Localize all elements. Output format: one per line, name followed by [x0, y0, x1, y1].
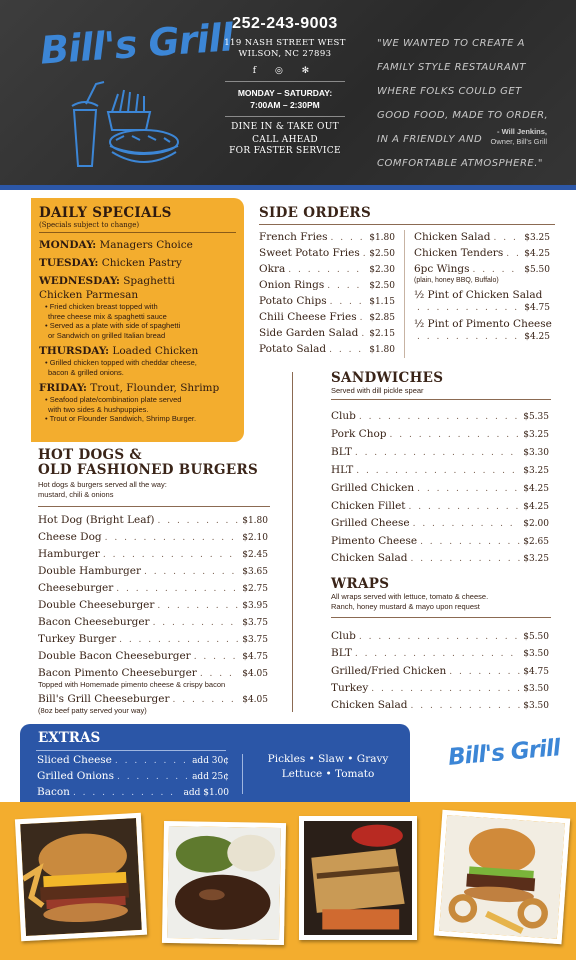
menu-item-price: . . . $4.75: [414, 303, 550, 313]
plate-photo-icon: [167, 826, 281, 940]
specials-note: (Specials subject to change): [39, 221, 140, 229]
menu-item: Sweet Potato Fries . . . $2.50: [259, 247, 395, 259]
menu-item: Cheese Dog . . . $2.10: [38, 531, 268, 543]
menu-item: Chili Cheese Fries . . . $2.85: [259, 311, 395, 323]
menu-item: HLT . . . $3.25: [331, 464, 549, 476]
photo-pork-chop-plate: [162, 821, 286, 945]
logo: Bill's Grill: [38, 15, 234, 73]
sandwiches-title: SANDWICHES: [331, 370, 444, 386]
wraps-title: WRAPS: [331, 576, 390, 592]
menu-item: Club . . . $5.35: [331, 410, 549, 422]
sandwiches-note: Served with dill pickle spear: [331, 386, 424, 395]
sandwich-photo-icon: [304, 821, 412, 935]
address: 119 NASH STREET WEST WILSON, NC 27893: [224, 38, 346, 59]
special-monday: MONDAY: Managers Choice: [39, 239, 193, 251]
divider: [225, 116, 345, 117]
special-wednesday-item: Chicken Parmesan: [39, 289, 139, 301]
specials-title: DAILY SPECIALS: [39, 205, 172, 221]
menu-item: Potato Salad . . . $1.80: [259, 343, 395, 355]
quote-author: - Will Jenkins, Owner, Bill's Grill: [490, 127, 547, 146]
menu-item: Hamburger . . . $2.45: [38, 548, 268, 560]
menu-item: Double Hamburger . . . $3.65: [38, 565, 268, 577]
menu-item: BLT . . . $3.30: [331, 446, 549, 458]
divider: [292, 372, 293, 712]
menu-item: Pork Chop . . . $3.25: [331, 428, 549, 440]
divider: [225, 81, 345, 82]
menu-item: 6pc Wings . . . $5.50: [414, 263, 550, 275]
divider: [242, 754, 243, 794]
item-note: (8oz beef patty served your way): [38, 706, 147, 715]
food-photo-strip: [0, 802, 576, 960]
daily-specials-panel: DAILY SPECIALS (Specials subject to change) MONDAY: Managers Choice TUESDAY: Chicken Pastry WEDNESDAY: Spaghetti Chicken Parmesan • Fried chicken breast topped with three cheese mix & spaghetti sauce • Served as a plate with side of spaghetti or Sandwich on grilled Italian bread THURSDAY: Loaded Chicken • Grilled chicken topped with cheddar cheese, bacon & grilled onions. FRIDAY: Trout, Flounder, Shrimp • Seafood plate/combination plate served with two sides & hushpuppies. • Trout or Flounder Sandwich, Shrimp Burger.: [31, 198, 244, 442]
menu-item: Chicken Salad . . . $3.50: [331, 699, 549, 711]
header-banner: [0, 0, 576, 185]
menu-item: Bacon Pimento Cheeseburger . . . $4.05: [38, 667, 268, 679]
photo-bacon-cheeseburger: [15, 813, 147, 941]
extra-item: Sliced Cheese . . . add 30¢: [37, 754, 229, 766]
menu-item: Hot Dog (Bright Leaf) . . . $1.80: [38, 514, 268, 526]
divider: [38, 506, 270, 507]
call-ahead-note: CALL AHEAD FOR FASTER SERVICE: [229, 135, 341, 156]
special-friday: FRIDAY: Trout, Flounder, Shrimp: [39, 382, 220, 394]
owner-quote: "WE WANTED TO CREATE A FAMILY STYLE RESTAURANT WHERE FOLKS COULD GET GOOD FOOD, MADE TO ORDER, IN A FRIENDLY AND COMFORTABLE ATMOSPHERE.": [377, 38, 549, 169]
menu-item: Okra . . . $2.30: [259, 263, 395, 275]
menu-item: Potato Chips . . . $1.15: [259, 295, 395, 307]
divider: [36, 750, 226, 751]
menu-item-price: . . . $4.25: [414, 332, 550, 342]
divider: [331, 617, 551, 618]
menu-item: Chicken Fillet . . . $4.25: [331, 500, 549, 512]
extra-item: Bacon . . . add $1.00: [37, 786, 229, 798]
menu-item: Chicken Salad . . . $3.25: [414, 231, 550, 243]
menu-item: Cheeseburger . . . $2.75: [38, 582, 268, 594]
special-tuesday: TUESDAY: Chicken Pastry: [39, 257, 182, 269]
burger-rings-photo-icon: [439, 815, 565, 939]
special-wednesday: WEDNESDAY: Spaghetti: [39, 275, 175, 287]
burger-fries-drink-icon: [66, 80, 186, 172]
special-thursday: THURSDAY: Loaded Chicken: [39, 345, 199, 357]
header-divider: [0, 185, 576, 190]
phone-number[interactable]: 252-243-9003: [232, 15, 338, 32]
contact-block: [215, 15, 355, 157]
extras-title: EXTRAS: [38, 730, 101, 746]
item-note: (plain, honey BBQ, Buffalo): [414, 277, 499, 284]
divider: [404, 230, 405, 358]
extra-item: Grilled Onions . . . add 25¢: [37, 770, 229, 782]
divider: [259, 224, 555, 225]
menu-item: ½ Pint of Pimento Cheese: [414, 318, 552, 330]
divider: [331, 399, 551, 400]
menu-item: BLT . . . $3.50: [331, 647, 549, 659]
menu-item: Side Garden Salad . . . $2.15: [259, 327, 395, 339]
menu-item: Turkey . . . $3.50: [331, 682, 549, 694]
menu-item: Chicken Salad . . . $3.25: [331, 552, 549, 564]
photo-grilled-sandwich: [299, 816, 417, 940]
menu-item: Grilled/Fried Chicken . . . $4.75: [331, 665, 549, 677]
side-orders-title: SIDE ORDERS: [259, 205, 372, 221]
menu-item: Grilled Cheese . . . $2.00: [331, 517, 549, 529]
menu-item: Double Cheeseburger . . . $3.95: [38, 599, 268, 611]
burgers-title: HOT DOGS & OLD FASHIONED BURGERS: [38, 447, 259, 478]
menu-item: Chicken Tenders . . . $4.25: [414, 247, 550, 259]
burgers-note: Hot dogs & burgers served all the way: mustard, chili & onions: [38, 480, 167, 499]
divider: [39, 232, 236, 233]
menu-item: Pimento Cheese . . . $2.65: [331, 535, 549, 547]
social-icons[interactable]: f ◎ ✻: [252, 66, 318, 76]
service-type: DINE IN & TAKE OUT: [231, 122, 339, 132]
menu-item: Club . . . $5.50: [331, 630, 549, 642]
photo-burger-onion-rings: [434, 810, 570, 945]
menu-item: Bill's Grill Cheeseburger . . . $4.05: [38, 693, 268, 705]
opening-hours: MONDAY – SATURDAY: 7:00AM – 2:30PM: [237, 88, 333, 110]
menu-item: Bacon Cheeseburger . . . $3.75: [38, 616, 268, 628]
menu-item: ½ Pint of Chicken Salad: [414, 289, 543, 301]
wraps-note: All wraps served with lettuce, tomato & cheese. Ranch, honey mustard & mayo upon request: [331, 592, 489, 611]
logo-small: Bill's Grill: [447, 735, 561, 771]
free-toppings: Pickles • Slaw • Gravy Lettuce • Tomato: [267, 753, 389, 780]
menu-item: French Fries . . . $1.80: [259, 231, 395, 243]
menu-item: Turkey Burger . . . $3.75: [38, 633, 268, 645]
burger-photo-icon: [20, 818, 142, 936]
item-note: Topped with Homemade pimento cheese & crispy bacon: [38, 680, 226, 689]
menu-item: Double Bacon Cheeseburger . . . $4.75: [38, 650, 268, 662]
menu-item: Onion Rings . . . $2.50: [259, 279, 395, 291]
menu-item: Grilled Chicken . . . $4.25: [331, 482, 549, 494]
extras-panel: [20, 724, 410, 802]
